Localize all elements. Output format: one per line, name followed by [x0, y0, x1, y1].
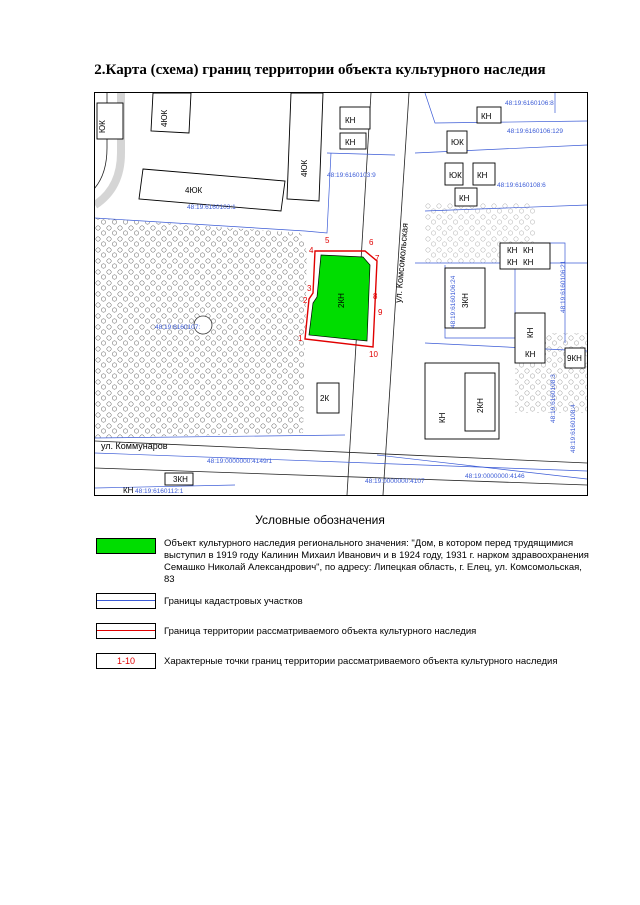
point-label: 6 [369, 238, 374, 247]
building-label: КН [507, 258, 518, 267]
building-label: КН [438, 412, 447, 423]
cadastral-label: 48:19:6160106:129 [507, 128, 564, 135]
building-label: 2КН [337, 293, 346, 308]
cadastral-label: 48:19:0000000:4146 [465, 473, 525, 480]
point-label: 1 [298, 334, 303, 343]
legend-swatch-cadastral [96, 593, 156, 609]
cadastral-label: 48:19:6160103:1 [187, 204, 236, 211]
cadastral-label: 48:19:6160107: [155, 324, 201, 331]
cadastral-label: 48:19:0000000:4107 [365, 478, 425, 485]
building-label: ЮК [449, 171, 462, 180]
cadastral-label: 48:19:0000000:4149/1 [207, 458, 273, 465]
street-label-kommunarov: ул. Коммунаров [101, 441, 168, 451]
building-label: 2К [320, 394, 330, 403]
legend-swatch-object [96, 538, 156, 554]
building-label: 4ЮК [300, 159, 309, 177]
legend-text-boundary: Граница территории рассматриваемого объекта культурного наследия [164, 626, 477, 637]
building-label: КН [345, 116, 356, 125]
building-label: 4ЮК [160, 109, 169, 127]
legend-swatch-points: 1-10 [96, 653, 156, 669]
building-label: КН [525, 350, 536, 359]
cadastral-map[interactable] [95, 93, 587, 495]
building-label: КН [123, 486, 134, 495]
cadastral-label: 48:19:6160108:4 [570, 404, 577, 453]
building-label: 2КН [476, 398, 485, 413]
point-label: 7 [375, 254, 380, 263]
cadastral-label: 48:19:6160106:24 [450, 275, 457, 328]
point-label: 3 [307, 284, 312, 293]
cadastral-label: 48:19:6160108:3 [550, 374, 557, 423]
building-label: КН [481, 112, 492, 121]
point-label: 9 [378, 308, 383, 317]
building-label: КН [345, 138, 356, 147]
point-label: 10 [369, 350, 378, 359]
cadastral-label: 48:19:6160103:9 [327, 172, 376, 179]
building-label: 9КН [567, 354, 582, 363]
building-label: КН [459, 194, 470, 203]
building-label: 3КН [461, 293, 470, 308]
building-label: КН [523, 258, 534, 267]
legend-text-points: Характерные точки границ территории рассматриваемого объекта культурного наследия [164, 656, 558, 667]
building-label: ЮК [451, 138, 464, 147]
cadastral-label: 48:19:6160106:8 [505, 100, 554, 107]
map-frame[interactable] [94, 92, 588, 496]
building-label: КН [526, 327, 535, 338]
street-kommunarov-north-edge [95, 441, 587, 463]
page-title: 2.Карта (схема) границ территории объекта культурного наследия [94, 62, 546, 78]
cadastral-label: 48:19:6160112:1 [135, 488, 184, 495]
point-label: 5 [325, 236, 330, 245]
building-label: КН [477, 171, 488, 180]
building-label: ЮК [98, 120, 107, 133]
building-label: КН [523, 246, 534, 255]
point-label: 4 [309, 246, 314, 255]
point-label: 2 [303, 296, 308, 305]
street-label-komsomolskaya: ул. Комсомольская [393, 222, 410, 304]
point-label: 8 [373, 292, 378, 301]
cadastral-label: 48:19:6160108:6 [497, 182, 546, 189]
building-label: КН [507, 246, 518, 255]
legend-swatch-boundary [96, 623, 156, 639]
legend-text-cadastral: Границы кадастровых участков [164, 596, 303, 607]
building-label: 3КН [173, 475, 188, 484]
building-label: 4ЮК [185, 186, 203, 195]
cadastral-label: 48:19:6160106:21 [560, 260, 567, 313]
legend-text-object: Объект культурного наследия регионального значения: "Дом, в котором перед трудящимися выступил в 1919 году Калинин Михаил Иванович и в 1924 году, 1931 г. нарком здравоохранения Семашко Николай Александрович", по адресу: Липецкая область, г. Елец, ул. Комсомольская, 83 [164, 538, 589, 585]
legend-title: Условные обозначения [255, 513, 385, 527]
